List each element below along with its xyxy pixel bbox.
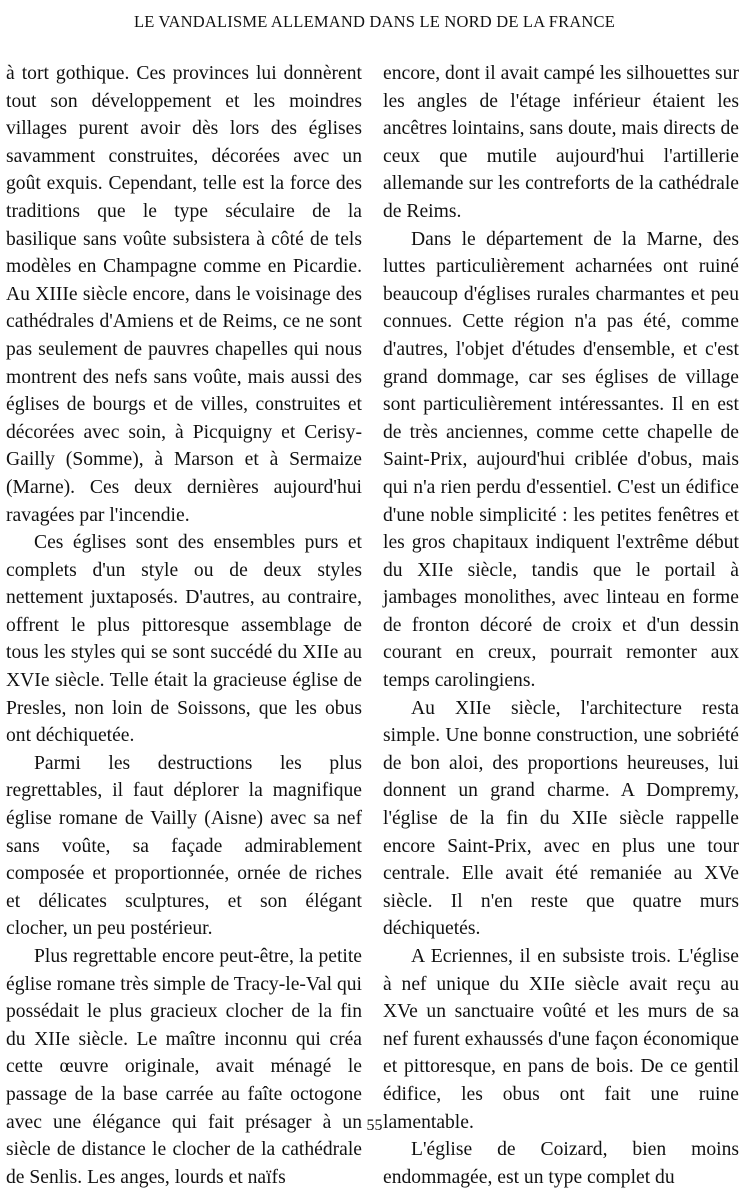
right-paragraph-2: Dans le département de la Marne, des luttes particulièrement acharnées ont ruiné beaucoup d'églises rurales charmantes et peu connues. Cette région n'a pas été, comme d'autres, l'objet d'études d'ensemble, et c'est grand dommage, car ses églises de village sont particulièrement intéressantes. Il en est de très anciennes, comme cette chapelle de Saint-Prix, aujourd'hui criblée d'obus, mais qui n'a rien perdu d'essentiel. C'est un édifice d'une noble simplicité : les petites fenêtres et les gros chapitaux indiquent l'extrême début du XIIe siècle, tandis que le portail à jambages monolithes, avec linteau en forme de fronton décoré de croix et d'un dessin courant en creux, pourrait remonter aux temps carolingiens. (383, 228, 739, 692)
right-paragraph-3: Au XIIe siècle, l'architecture resta simple. Une bonne construction, une sobriété de bon aloi, des proportions heureuses, lui donnent un grand charme. A Dompremy, l'église de la fin du XIIe siècle rappelle encore Saint-Prix, avec en plus une tour centrale. Elle avait été remaniée au XVe siècle. Il n'en reste que quatre murs déchiquetés. (383, 697, 739, 940)
running-head: LE VANDALISME ALLEMAND DANS LE NORD DE LA FRANCE (133, 12, 616, 31)
right-paragraph-1: encore, dont il avait campé les silhouettes sur les angles de l'étage inférieur étaient les ancêtres lointains, sans doute, mais directs de ceux que mutile aujourd'hui l'artillerie allemande sur les contreforts de la cathédrale de Reims. (383, 63, 739, 222)
left-paragraph-3: Parmi les destructions les plus regrettables, il faut déplorer la magnifique église romane de Vailly (Aisne) avec sa nef sans voûte, sa façade admirablement composée et proportionnée, ornée de riches et délicates sculptures, et son élégant clocher, un peu postérieur. (6, 752, 362, 940)
left-paragraph-4: Plus regrettable encore peut-être, la petite église romane très simple de Tracy-le-Val qui possédait le plus gracieux clocher de la fin du XIIe siècle. Le maître inconnu qui créa cette œuvre originale, avait ménagé le passage de la base carrée au faîte octogone avec une élégance qui fait présager à un siècle de distance le clocher de la cathédrale de Senlis. Les anges, lourds et naïfs (6, 946, 362, 1188)
left-column (6, 60, 362, 1191)
right-column (383, 60, 739, 1191)
right-paragraph-4: A Ecriennes, il en subsiste trois. L'église à nef unique du XIIe siècle avait reçu au XVe un sanctuaire voûté et les murs de sa nef furent exhaussés d'une façon économique et pittoresque, en pans de bois. De ce gentil édifice, les obus ont fait une ruine lamentable. (383, 946, 739, 1133)
left-paragraph-2: Ces églises sont des ensembles purs et complets d'un style ou de deux styles nettement juxtaposés. D'autres, au contraire, offrent le plus pittoresque assemblage de tous les styles qui se sont succédé du XIIe au XVIe siècle. Telle était la gracieuse église de Presles, non loin de Soissons, que les obus ont déchiquetée. (6, 532, 362, 747)
left-paragraph-1: à tort gothique. Ces provinces lui donnèrent tout son développement et les moindres villages purent avoir dès lors des églises savamment construites, décorées avec un goût exquis. Cependant, telle est la force des traditions que le type séculaire de la basilique sans voûte subsistera à côté de tels modèles en Champagne comme en Picardie. Au XIIIe siècle encore, dans le voisinage des cathédrales d'Amiens et de Reims, ce ne sont pas seulement de pauvres chapelles qui nous montrent des nefs sans voûte, mais aussi des églises de bourgs et de villes, construites et décorées avec soin, à Picquigny et Cerisy-Gailly (Somme), à Marson et à Sermaize (Marne). Ces deux dernières aujourd'hui ravagées par l'incendie. (6, 63, 362, 526)
right-paragraph-5: L'église de Coizard, bien moins endommagée, est un type complet du (383, 1139, 739, 1188)
page-number: 55 (366, 1117, 383, 1134)
